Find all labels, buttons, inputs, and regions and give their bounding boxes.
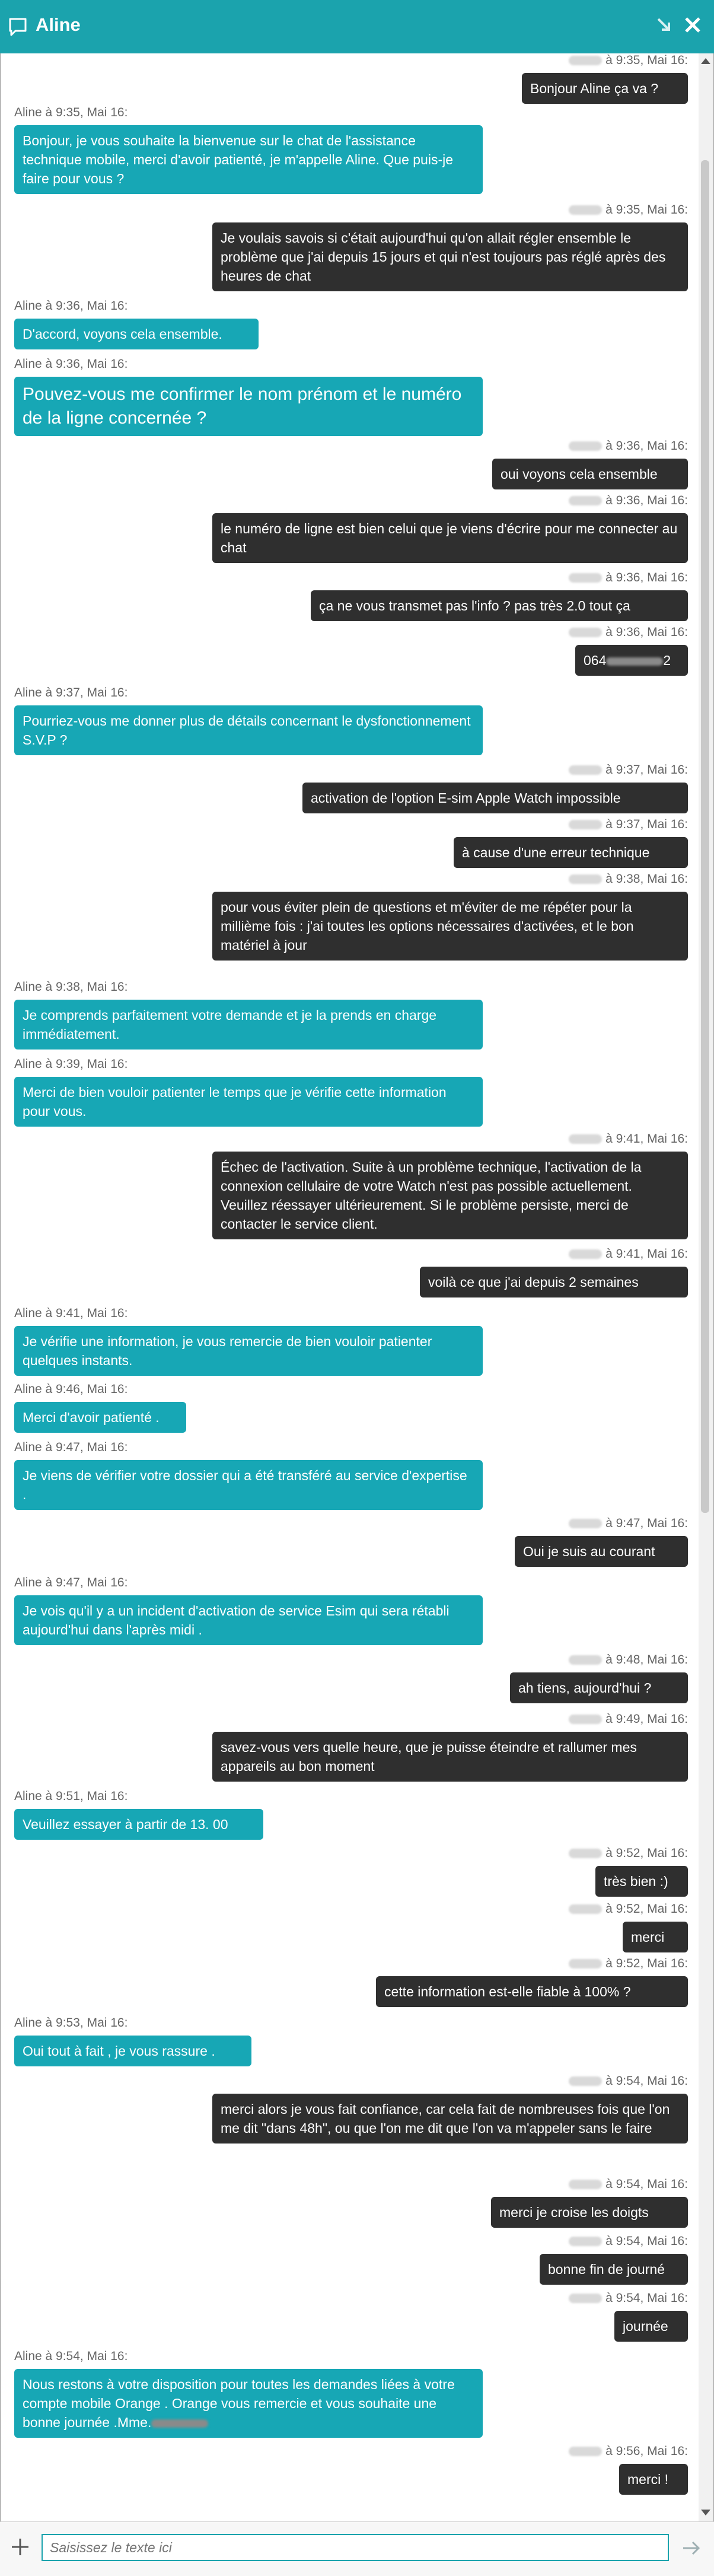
message-user: à 9:36, Mai 16: oui voyons cela ensemble	[451, 439, 688, 489]
scroll-thumb[interactable]	[701, 160, 709, 1513]
message-user: à 9:35, Mai 16: Je voulais savois si c'était aujourd'hui qu'on allait régler ensemble le problème que j'ai depuis 15 jours et qui n'est toujours pas réglé après des heures de chat	[212, 203, 688, 291]
redacted-number	[606, 657, 663, 666]
minimize-icon[interactable]	[652, 13, 676, 37]
message-user: à 9:54, Mai 16: journée	[534, 2291, 688, 2342]
message-user: à 9:41, Mai 16: voilà ce que j'ai depuis 2 semaines	[409, 1247, 688, 1297]
send-arrow-icon[interactable]	[681, 2537, 702, 2559]
message-log	[0, 53, 699, 2521]
chat-header	[0, 0, 714, 53]
message-agent: Aline à 9:53, Mai 16: Oui tout à fait , je vous rassure .	[14, 2016, 346, 2066]
message-user: à 9:36, Mai 16: le numéro de ligne est bien celui que je viens d'écrire pour me connecter au chat	[212, 494, 688, 563]
message-user: à 9:52, Mai 16: très bien :)	[534, 1846, 688, 1897]
message-user: à 9:54, Mai 16: merci je croise les doigts	[451, 2177, 688, 2228]
message-agent: Aline à 9:54, Mai 16: Nous restons à votre disposition pour toutes les demandes liées à votre compte mobile Orange . Orange vous remercie et vous souhaite une bonne journée .Mme.	[14, 2349, 483, 2438]
message-user: à 9:36, Mai 16: ça ne vous transmet pas l'info ? pas très 2.0 tout ça	[297, 571, 688, 621]
message-agent: Aline à 9:37, Mai 16: Pourriez-vous me donner plus de détails concernant le dysfonctionnement S.V.P ?	[14, 686, 483, 755]
chat-bubble-icon	[8, 17, 27, 38]
message-agent: Aline à 9:46, Mai 16: Merci d'avoir patienté .	[14, 1382, 263, 1433]
message-user: à 9:49, Mai 16: savez-vous vers quelle heure, que je puisse éteindre et rallumer mes appareils au bon moment	[212, 1712, 688, 1782]
message-composer	[0, 2521, 714, 2576]
redacted-sender	[569, 56, 602, 65]
redacted-name	[151, 2419, 208, 2428]
message-user: à 9:54, Mai 16: merci alors je vous fait confiance, car cela fait de nombreuses fois que l'on me dit "dans 48h", ou que l'on me dit que l'on va m'appeler sans le faire	[212, 2074, 688, 2144]
message-agent: Aline à 9:39, Mai 16: Merci de bien vouloir patienter le temps que je vérifie cette information pour vous.	[14, 1057, 483, 1127]
message-agent: Aline à 9:35, Mai 16: Bonjour, je vous souhaite la bienvenue sur le chat de l'assistance technique mobile, merci d'avoir patienté, je m'appelle Aline. Que puis-je faire pour vous ?	[14, 106, 483, 194]
agent-name-title: Aline	[36, 14, 81, 35]
scroll-up-arrow-icon[interactable]	[701, 58, 710, 64]
message-user: à 9:41, Mai 16: Échec de l'activation. Suite à un problème technique, l'activation de la connexion cellulaire de votre Watch n'est pas possible actuellement. Veuillez réessayer ultérieurement. Si le problème persiste, merci de contacter le service client.	[212, 1132, 688, 1239]
message-agent: Aline à 9:36, Mai 16: D'accord, voyons cela ensemble.	[14, 299, 263, 349]
message-user: à 9:37, Mai 16: activation de l'option E-sim Apple Watch impossible	[302, 763, 688, 813]
message-input[interactable]	[42, 2534, 669, 2561]
close-icon[interactable]	[681, 13, 705, 37]
message-user: à 9:56, Mai 16: merci !	[534, 2444, 688, 2495]
message-user: à 9:35, Mai 16: Bonjour Aline ça va ?	[510, 53, 688, 104]
add-attachment-icon[interactable]	[9, 2536, 31, 2558]
message-agent: Aline à 9:47, Mai 16: Je viens de vérifier votre dossier qui a été transféré au service d'expertise .	[14, 1440, 483, 1510]
vertical-scrollbar[interactable]	[699, 53, 713, 2521]
message-user: à 9:52, Mai 16: cette information est-elle fiable à 100% ?	[368, 1957, 688, 2007]
message-user: à 9:52, Mai 16: merci	[534, 1902, 688, 1952]
scroll-down-arrow-icon[interactable]	[701, 2510, 710, 2515]
message-user: à 9:38, Mai 16: pour vous éviter plein de questions et m'éviter de me répéter pour la millième fois : j'ai toutes les options nécessaires d'activées, et le bon matériel à jour	[212, 872, 688, 961]
message-user: à 9:36, Mai 16: 064 2	[534, 625, 688, 676]
message-agent: Aline à 9:38, Mai 16: Je comprends parfaitement votre demande et je la prends en charge immédiatement.	[14, 980, 483, 1050]
message-user: à 9:54, Mai 16: bonne fin de journé	[510, 2234, 688, 2285]
message-agent: Aline à 9:47, Mai 16: Je vois qu'il y a un incident d'activation de service Esim qui sera rétabli aujourd'hui dans l'après midi .	[14, 1576, 483, 1645]
message-user: à 9:37, Mai 16: à cause d'une erreur technique	[439, 818, 688, 868]
message-user: à 9:48, Mai 16: ah tiens, aujourd'hui ?	[486, 1653, 688, 1703]
message-user: à 9:47, Mai 16: Oui je suis au courant	[486, 1516, 688, 1567]
message-agent: Aline à 9:41, Mai 16: Je vérifie une information, je vous remercie de bien vouloir patienter quelques instants.	[14, 1306, 483, 1376]
message-agent: Aline à 9:51, Mai 16: Veuillez essayer à partir de 13. 00	[14, 1789, 346, 1840]
message-agent: Aline à 9:36, Mai 16: Pouvez-vous me confirmer le nom prénom et le numéro de la ligne concernée ?	[14, 357, 483, 436]
